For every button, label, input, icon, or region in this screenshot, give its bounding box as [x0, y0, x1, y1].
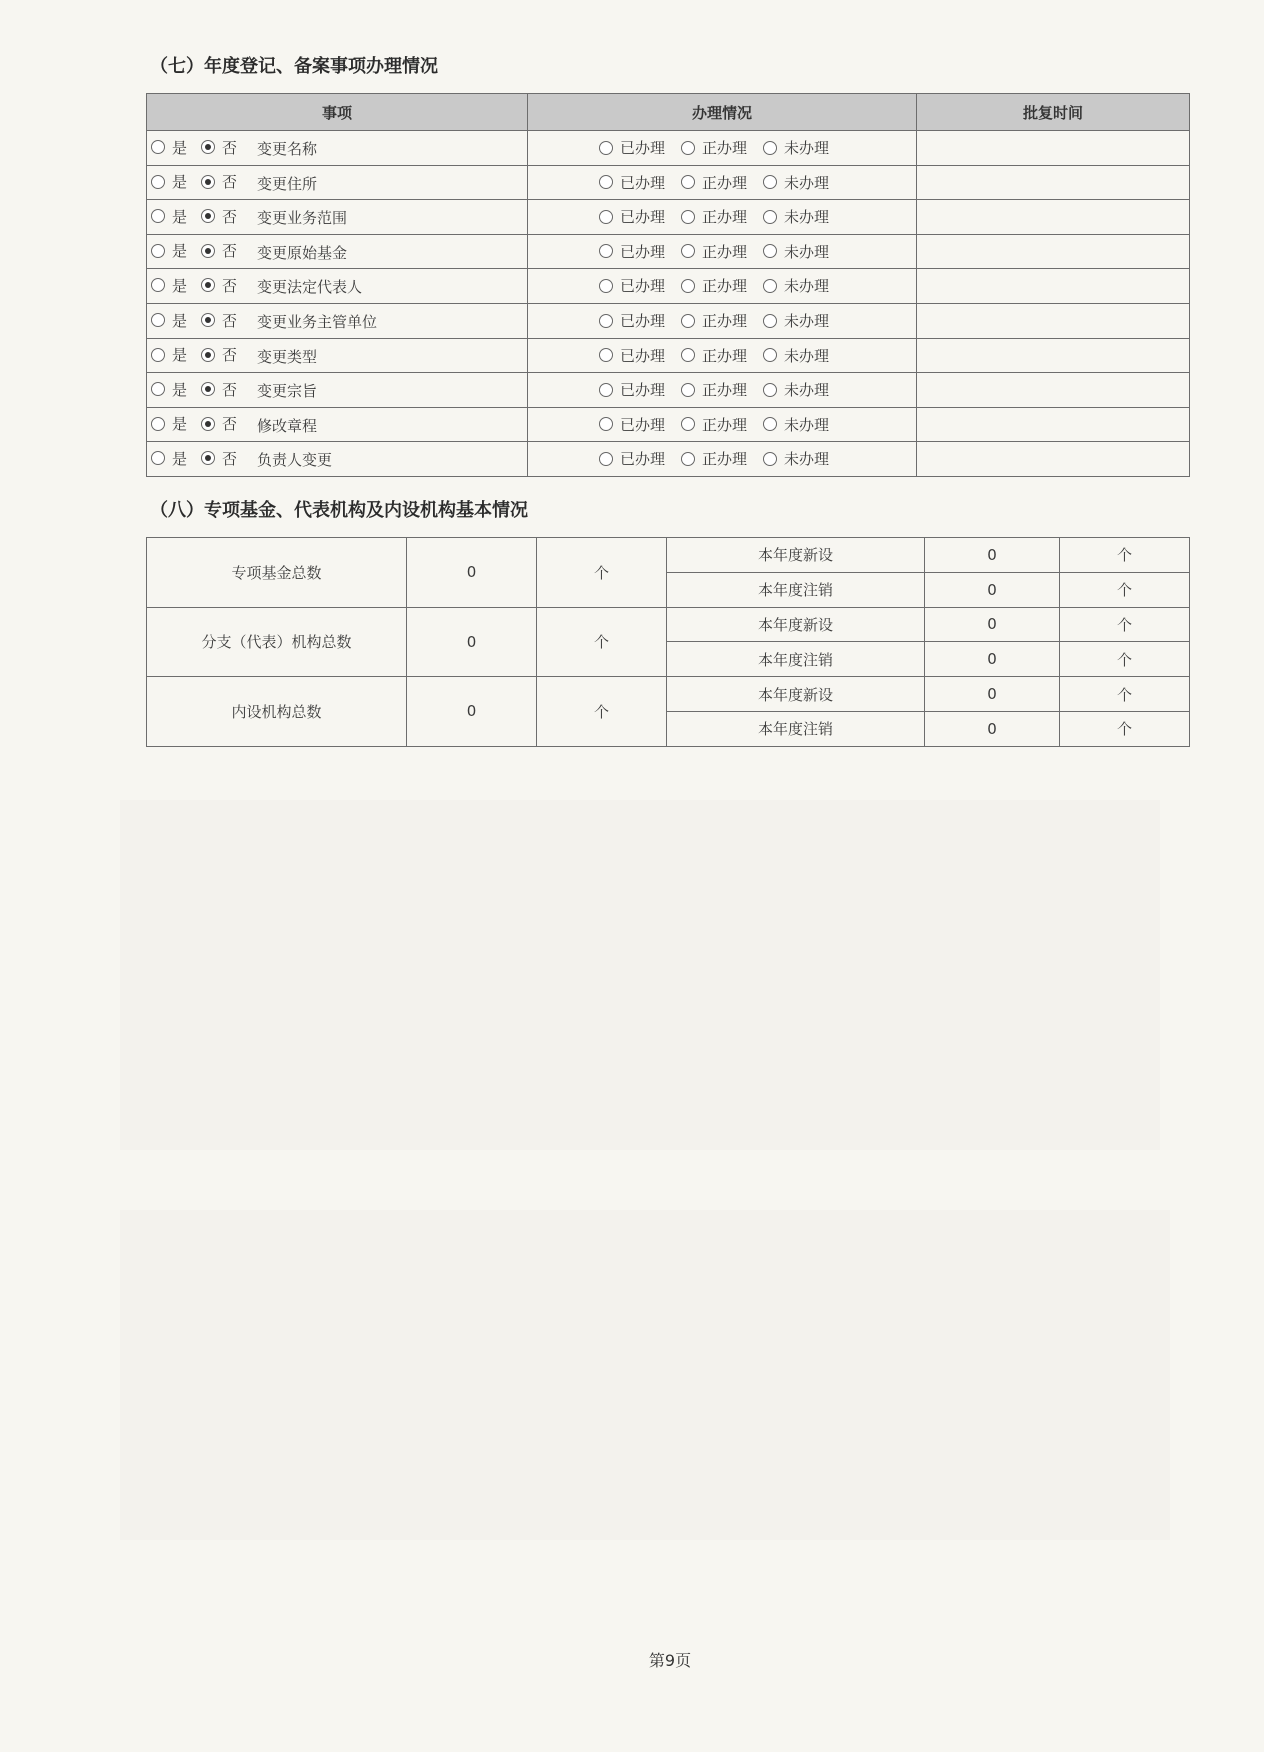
- header-approval-time: 批复时间: [917, 94, 1190, 131]
- no-label: 否: [222, 276, 238, 295]
- item-cell: [147, 165, 528, 200]
- status-not-done-option[interactable]: [763, 414, 829, 435]
- cancel-unit: 个: [1060, 642, 1190, 677]
- no-radio[interactable]: [201, 417, 215, 431]
- new-count: 0: [925, 538, 1060, 573]
- no-label: 否: [222, 449, 238, 468]
- yes-radio[interactable]: [151, 382, 165, 396]
- no-radio[interactable]: [201, 140, 215, 154]
- status-done-option[interactable]: [599, 275, 665, 296]
- group-name: 分支（代表）机构总数: [147, 607, 407, 677]
- status-in-progress-label: 正办理: [701, 242, 747, 261]
- new-label: 本年度新设: [667, 677, 925, 712]
- status-in-progress-label: 正办理: [701, 173, 747, 192]
- status-in-progress-radio[interactable]: [681, 383, 695, 397]
- cancel-label: 本年度注销: [667, 711, 925, 746]
- registration-table: [146, 93, 1190, 477]
- item-cell: [147, 200, 528, 235]
- status-done-label: 已办理: [619, 208, 665, 227]
- status-not-done-option[interactable]: [763, 275, 829, 296]
- status-in-progress-radio[interactable]: [681, 348, 695, 362]
- status-in-progress-radio[interactable]: [681, 452, 695, 466]
- item-cell: [147, 407, 528, 442]
- status-done-radio[interactable]: [599, 348, 613, 362]
- fund-table: [146, 537, 1190, 747]
- approval-time-cell[interactable]: [917, 442, 1190, 477]
- new-unit: 个: [1060, 677, 1190, 712]
- fund-row: [147, 538, 1190, 573]
- registration-row: [147, 442, 1190, 477]
- yes-radio[interactable]: [151, 313, 165, 327]
- status-not-done-option[interactable]: [763, 241, 829, 262]
- status-not-done-radio[interactable]: [763, 452, 777, 466]
- status-done-option[interactable]: [599, 414, 665, 435]
- item-cell: [147, 234, 528, 269]
- yes-label: 是: [172, 415, 188, 434]
- status-in-progress-option[interactable]: [681, 172, 747, 193]
- status-in-progress-label: 正办理: [701, 277, 747, 296]
- status-done-option[interactable]: [599, 345, 665, 366]
- new-count: 0: [925, 607, 1060, 642]
- yes-label: 是: [172, 380, 188, 399]
- yes-option[interactable]: [151, 206, 187, 227]
- new-count: 0: [925, 677, 1060, 712]
- yes-label: 是: [172, 311, 188, 330]
- group-total: 0: [407, 607, 537, 677]
- yes-option[interactable]: [151, 344, 187, 365]
- registration-row: [147, 200, 1190, 235]
- status-in-progress-label: 正办理: [701, 312, 747, 331]
- status-cell: [528, 303, 917, 338]
- status-in-progress-label: 正办理: [701, 415, 747, 434]
- yes-radio[interactable]: [151, 209, 165, 223]
- status-not-done-option[interactable]: [763, 137, 829, 158]
- status-in-progress-option[interactable]: [681, 206, 747, 227]
- status-in-progress-option[interactable]: [681, 414, 747, 435]
- status-not-done-radio[interactable]: [763, 348, 777, 362]
- status-not-done-radio[interactable]: [763, 383, 777, 397]
- status-cell: [528, 165, 917, 200]
- status-not-done-radio[interactable]: [763, 417, 777, 431]
- yes-radio[interactable]: [151, 278, 165, 292]
- no-option[interactable]: [201, 310, 237, 331]
- status-not-done-radio[interactable]: [763, 314, 777, 328]
- status-not-done-label: 未办理: [784, 277, 830, 296]
- status-done-radio[interactable]: [599, 452, 613, 466]
- status-in-progress-label: 正办理: [701, 381, 747, 400]
- registration-row: [147, 165, 1190, 200]
- item-cell: [147, 269, 528, 304]
- registration-row: [147, 269, 1190, 304]
- status-done-label: 已办理: [619, 346, 665, 365]
- status-done-option[interactable]: [599, 206, 665, 227]
- item-cell: [147, 338, 528, 373]
- status-not-done-radio[interactable]: [763, 279, 777, 293]
- status-not-done-radio[interactable]: [763, 244, 777, 258]
- no-option[interactable]: [201, 206, 237, 227]
- item-name: 变更类型: [257, 347, 318, 366]
- status-done-radio[interactable]: [599, 314, 613, 328]
- status-in-progress-option[interactable]: [681, 379, 747, 400]
- cancel-label: 本年度注销: [667, 642, 925, 677]
- status-in-progress-radio[interactable]: [681, 141, 695, 155]
- approval-time-cell[interactable]: [917, 338, 1190, 373]
- status-in-progress-option[interactable]: [681, 448, 747, 469]
- status-not-done-label: 未办理: [784, 139, 830, 158]
- registration-row: [147, 338, 1190, 373]
- group-name: 内设机构总数: [147, 677, 407, 747]
- status-in-progress-option[interactable]: [681, 137, 747, 158]
- status-in-progress-label: 正办理: [701, 346, 747, 365]
- yes-label: 是: [172, 346, 188, 365]
- status-done-radio[interactable]: [599, 417, 613, 431]
- fund-row: [147, 677, 1190, 712]
- fund-row: [147, 607, 1190, 642]
- section-7-title: （七）年度登记、备案事项办理情况: [150, 56, 438, 77]
- no-radio[interactable]: [201, 244, 215, 258]
- item-cell: [147, 131, 528, 166]
- item-cell: [147, 442, 528, 477]
- status-not-done-option[interactable]: [763, 172, 829, 193]
- approval-time-cell[interactable]: [917, 373, 1190, 408]
- no-radio[interactable]: [201, 175, 215, 189]
- status-done-option[interactable]: [599, 448, 665, 469]
- approval-time-cell[interactable]: [917, 234, 1190, 269]
- status-done-label: 已办理: [619, 173, 665, 192]
- status-in-progress-label: 正办理: [701, 208, 747, 227]
- status-cell: [528, 131, 917, 166]
- yes-option[interactable]: [151, 310, 187, 331]
- status-done-label: 已办理: [619, 277, 665, 296]
- status-not-done-radio[interactable]: [763, 210, 777, 224]
- status-in-progress-radio[interactable]: [681, 417, 695, 431]
- status-in-progress-radio[interactable]: [681, 175, 695, 189]
- header-status: 办理情况: [528, 94, 917, 131]
- status-in-progress-radio[interactable]: [681, 314, 695, 328]
- approval-time-cell[interactable]: [917, 131, 1190, 166]
- status-in-progress-label: 正办理: [701, 450, 747, 469]
- cancel-unit: 个: [1060, 711, 1190, 746]
- cancel-count: 0: [925, 711, 1060, 746]
- status-not-done-label: 未办理: [784, 381, 830, 400]
- group-total: 0: [407, 677, 537, 747]
- status-in-progress-radio[interactable]: [681, 244, 695, 258]
- status-done-radio[interactable]: [599, 279, 613, 293]
- status-in-progress-option[interactable]: [681, 310, 747, 331]
- status-cell: [528, 373, 917, 408]
- no-option[interactable]: [201, 137, 237, 158]
- yes-radio[interactable]: [151, 244, 165, 258]
- item-name: 修改章程: [257, 416, 318, 435]
- section-8-title: （八）专项基金、代表机构及内设机构基本情况: [150, 500, 528, 521]
- group-total: 0: [407, 538, 537, 608]
- no-label: 否: [222, 173, 238, 192]
- yes-label: 是: [172, 276, 188, 295]
- status-done-radio[interactable]: [599, 383, 613, 397]
- cancel-count: 0: [925, 642, 1060, 677]
- header-item: 事项: [147, 94, 528, 131]
- item-name: 变更名称: [257, 140, 318, 159]
- group-name: 专项基金总数: [147, 538, 407, 608]
- no-label: 否: [222, 380, 238, 399]
- approval-time-cell[interactable]: [917, 407, 1190, 442]
- no-option[interactable]: [201, 379, 237, 400]
- cancel-count: 0: [925, 572, 1060, 607]
- status-in-progress-label: 正办理: [701, 139, 747, 158]
- status-done-option[interactable]: [599, 379, 665, 400]
- table-header-row: [147, 94, 1190, 131]
- registration-row: [147, 131, 1190, 166]
- no-radio[interactable]: [201, 313, 215, 327]
- status-not-done-radio[interactable]: [763, 175, 777, 189]
- yes-option[interactable]: [151, 240, 187, 261]
- yes-label: 是: [172, 242, 188, 261]
- item-cell: [147, 373, 528, 408]
- new-label: 本年度新设: [667, 538, 925, 573]
- status-in-progress-option[interactable]: [681, 275, 747, 296]
- cancel-label: 本年度注销: [667, 572, 925, 607]
- approval-time-cell[interactable]: [917, 200, 1190, 235]
- page-number: 第9页: [648, 1651, 692, 1670]
- status-done-label: 已办理: [619, 312, 665, 331]
- status-done-radio[interactable]: [599, 175, 613, 189]
- status-done-label: 已办理: [619, 242, 665, 261]
- yes-option[interactable]: [151, 275, 187, 296]
- group-total-unit: 个: [537, 677, 667, 747]
- group-total-unit: 个: [537, 538, 667, 608]
- yes-option[interactable]: [151, 379, 187, 400]
- item-name: 变更宗旨: [257, 382, 318, 401]
- yes-radio[interactable]: [151, 175, 165, 189]
- no-label: 否: [222, 138, 238, 157]
- group-total-unit: 个: [537, 607, 667, 677]
- item-name: 负责人变更: [257, 451, 333, 470]
- status-cell: [528, 442, 917, 477]
- no-option[interactable]: [201, 171, 237, 192]
- no-radio[interactable]: [201, 451, 215, 465]
- no-radio[interactable]: [201, 278, 215, 292]
- status-not-done-option[interactable]: [763, 310, 829, 331]
- status-not-done-option[interactable]: [763, 448, 829, 469]
- status-not-done-option[interactable]: [763, 379, 829, 400]
- status-cell: [528, 234, 917, 269]
- status-not-done-radio[interactable]: [763, 141, 777, 155]
- status-cell: [528, 200, 917, 235]
- yes-option[interactable]: [151, 137, 187, 158]
- registration-row: [147, 373, 1190, 408]
- status-done-option[interactable]: [599, 241, 665, 262]
- fund-rows: [147, 538, 1190, 747]
- item-name: 变更业务主管单位: [257, 313, 378, 332]
- no-label: 否: [222, 311, 238, 330]
- cancel-unit: 个: [1060, 572, 1190, 607]
- status-not-done-option[interactable]: [763, 206, 829, 227]
- no-option[interactable]: [201, 413, 237, 434]
- show-through-block: [120, 1210, 1170, 1540]
- status-not-done-label: 未办理: [784, 450, 830, 469]
- status-done-label: 已办理: [619, 450, 665, 469]
- yes-option[interactable]: [151, 171, 187, 192]
- approval-time-cell[interactable]: [917, 269, 1190, 304]
- item-name: 变更原始基金: [257, 243, 348, 262]
- status-in-progress-radio[interactable]: [681, 279, 695, 293]
- yes-label: 是: [172, 173, 188, 192]
- no-option[interactable]: [201, 240, 237, 261]
- status-done-option[interactable]: [599, 137, 665, 158]
- registration-row: [147, 234, 1190, 269]
- new-unit: 个: [1060, 538, 1190, 573]
- approval-time-cell[interactable]: [917, 303, 1190, 338]
- no-radio[interactable]: [201, 209, 215, 223]
- status-not-done-option[interactable]: [763, 345, 829, 366]
- status-done-radio[interactable]: [599, 210, 613, 224]
- yes-label: 是: [172, 207, 188, 226]
- status-in-progress-radio[interactable]: [681, 210, 695, 224]
- status-done-option[interactable]: [599, 172, 665, 193]
- status-cell: [528, 338, 917, 373]
- yes-label: 是: [172, 138, 188, 157]
- registration-row: [147, 303, 1190, 338]
- no-label: 否: [222, 207, 238, 226]
- item-name: 变更业务范围: [257, 209, 348, 228]
- no-label: 否: [222, 415, 238, 434]
- yes-option[interactable]: [151, 448, 187, 469]
- yes-label: 是: [172, 449, 188, 468]
- status-cell: [528, 269, 917, 304]
- status-not-done-label: 未办理: [784, 415, 830, 434]
- no-option[interactable]: [201, 344, 237, 365]
- show-through-block: [120, 800, 1160, 1150]
- new-label: 本年度新设: [667, 607, 925, 642]
- status-in-progress-option[interactable]: [681, 345, 747, 366]
- no-label: 否: [222, 346, 238, 365]
- yes-radio[interactable]: [151, 348, 165, 362]
- status-in-progress-option[interactable]: [681, 241, 747, 262]
- yes-radio[interactable]: [151, 417, 165, 431]
- status-not-done-label: 未办理: [784, 242, 830, 261]
- item-name: 变更住所: [257, 174, 318, 193]
- status-done-radio[interactable]: [599, 141, 613, 155]
- item-name: 变更法定代表人: [257, 278, 363, 297]
- no-option[interactable]: [201, 275, 237, 296]
- status-done-label: 已办理: [619, 381, 665, 400]
- yes-option[interactable]: [151, 413, 187, 434]
- status-done-radio[interactable]: [599, 244, 613, 258]
- new-unit: 个: [1060, 607, 1190, 642]
- status-not-done-label: 未办理: [784, 312, 830, 331]
- no-radio[interactable]: [201, 382, 215, 396]
- no-radio[interactable]: [201, 348, 215, 362]
- no-option[interactable]: [201, 448, 237, 469]
- status-cell: [528, 407, 917, 442]
- yes-radio[interactable]: [151, 451, 165, 465]
- status-not-done-label: 未办理: [784, 173, 830, 192]
- no-label: 否: [222, 242, 238, 261]
- status-done-label: 已办理: [619, 139, 665, 158]
- approval-time-cell[interactable]: [917, 165, 1190, 200]
- item-cell: [147, 303, 528, 338]
- status-not-done-label: 未办理: [784, 346, 830, 365]
- status-done-option[interactable]: [599, 310, 665, 331]
- registration-rows: [147, 131, 1190, 477]
- registration-row: [147, 407, 1190, 442]
- status-done-label: 已办理: [619, 415, 665, 434]
- yes-radio[interactable]: [151, 140, 165, 154]
- status-not-done-label: 未办理: [784, 208, 830, 227]
